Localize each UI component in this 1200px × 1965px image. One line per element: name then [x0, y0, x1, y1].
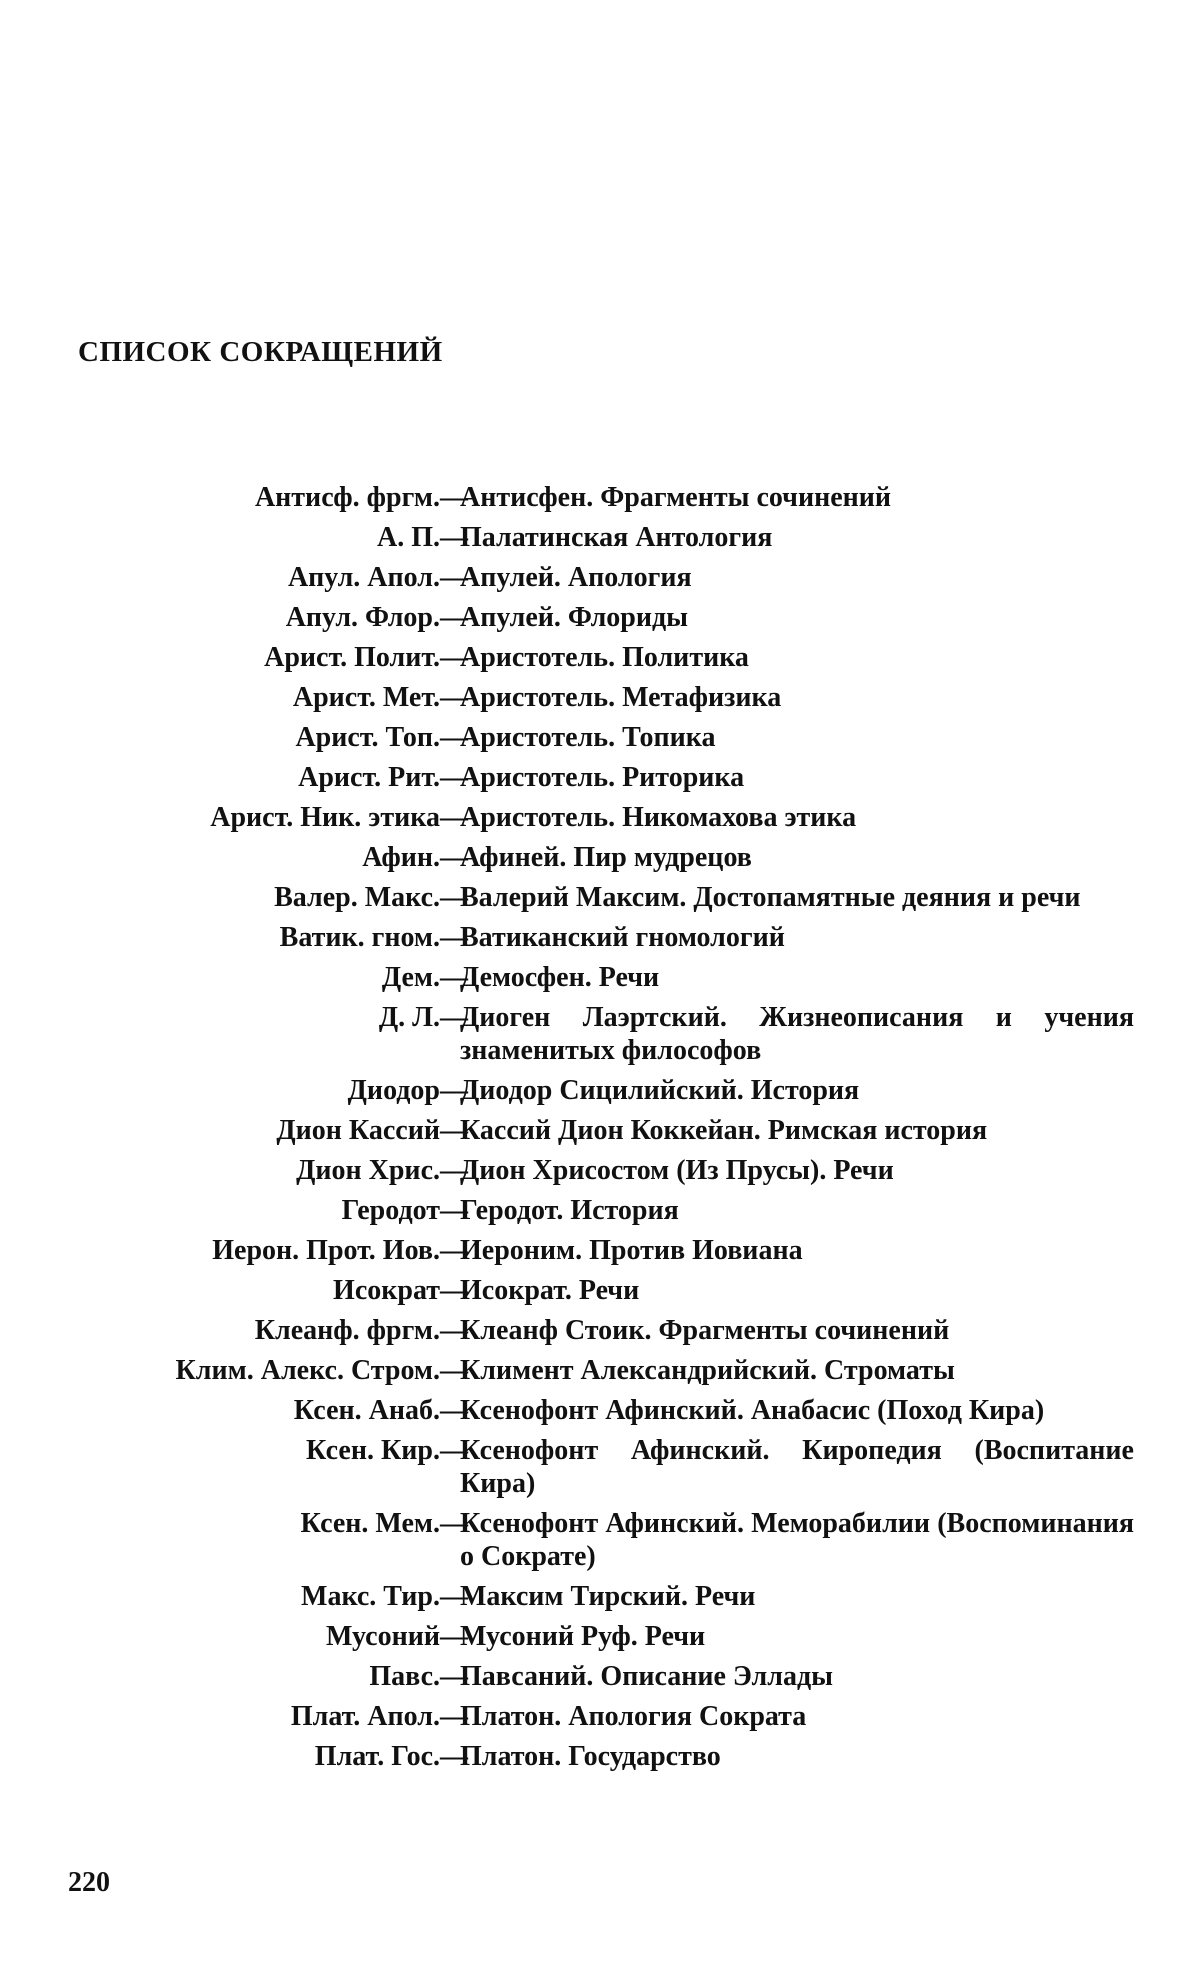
em-dash-separator: —	[440, 1115, 468, 1146]
abbreviation-term: Арист. Рит.	[298, 762, 440, 793]
abbreviation-entry	[0, 1151, 1200, 1191]
abbreviation-term: Мусоний	[325, 1621, 440, 1652]
abbreviation-expansion: Аристотель. Топика	[460, 722, 716, 753]
abbreviation-term: Апул. Флор.	[285, 602, 440, 633]
abbreviation-entry	[0, 1617, 1200, 1657]
abbreviation-entry	[0, 1111, 1200, 1151]
abbreviation-list	[0, 478, 1200, 1777]
em-dash-separator: —	[440, 722, 468, 753]
abbreviation-term: Исократ	[333, 1275, 440, 1306]
abbreviation-entry	[0, 1191, 1200, 1231]
abbreviation-expansion: Ксенофонт Афинский. Киропедия (Воспитание Кира)	[460, 1435, 1134, 1499]
abbreviation-term: Павс.	[369, 1661, 440, 1692]
abbreviation-expansion: Демосфен. Речи	[460, 962, 660, 993]
em-dash-separator: —	[440, 1508, 468, 1539]
em-dash-separator: —	[440, 1195, 468, 1226]
abbreviation-entry	[0, 518, 1200, 558]
abbreviation-entry	[0, 958, 1200, 998]
em-dash-separator: —	[440, 842, 468, 873]
abbreviation-term: Валер. Макс.	[274, 882, 440, 913]
em-dash-separator: —	[440, 1581, 468, 1612]
abbreviation-expansion: Ватиканский гномологий	[460, 922, 785, 953]
em-dash-separator: —	[440, 682, 468, 713]
abbreviation-expansion: Аристотель. Метафизика	[460, 682, 782, 713]
abbreviation-term: Геродот	[341, 1195, 440, 1226]
abbreviation-expansion: Аристотель. Политика	[460, 642, 749, 673]
em-dash-separator: —	[440, 922, 468, 953]
abbreviation-term: Д. Л.	[378, 1002, 440, 1033]
abbreviation-term: Арист. Ник. этика	[210, 802, 440, 833]
abbreviation-expansion: Диоген Лаэртский. Жизнеописания и учения знаменитых философов	[460, 1002, 1134, 1066]
page-number: 220	[68, 1867, 110, 1898]
em-dash-separator: —	[440, 1741, 468, 1772]
abbreviation-entry	[0, 918, 1200, 958]
abbreviation-term: А. П.	[377, 522, 440, 553]
em-dash-separator: —	[440, 1395, 468, 1426]
abbreviation-term: Ксен. Кир.	[306, 1435, 440, 1466]
abbreviation-expansion: Ксенофонт Афинский. Анабасис (Поход Кира)	[460, 1395, 1045, 1426]
abbreviation-term: Дион Хрис.	[296, 1155, 440, 1186]
em-dash-separator: —	[440, 642, 468, 673]
abbreviation-term: Афин.	[362, 842, 440, 873]
em-dash-separator: —	[440, 1661, 468, 1692]
em-dash-separator: —	[440, 1621, 468, 1652]
abbreviation-expansion: Павсаний. Описание Эллады	[460, 1661, 833, 1692]
em-dash-separator: —	[440, 882, 468, 913]
abbreviation-expansion: Дион Хрисостом (Из Прусы). Речи	[460, 1155, 894, 1186]
abbreviation-expansion: Иероним. Против Иовиана	[460, 1235, 803, 1266]
page-title: СПИСОК СОКРАЩЕНИЙ	[78, 336, 443, 368]
abbreviation-entry	[0, 1231, 1200, 1271]
em-dash-separator: —	[440, 522, 468, 553]
abbreviation-entry	[0, 838, 1200, 878]
abbreviation-term: Арист. Полит.	[264, 642, 440, 673]
abbreviation-expansion: Антисфен. Фрагменты сочинений	[460, 482, 892, 513]
abbreviation-expansion: Климент Александрийский. Строматы	[460, 1355, 955, 1386]
abbreviation-expansion: Кассий Дион Коккейан. Римская история	[460, 1115, 988, 1146]
abbreviation-term: Арист. Мет.	[292, 682, 440, 713]
abbreviation-term: Дем.	[381, 962, 440, 993]
abbreviation-term: Ксен. Мем.	[300, 1508, 440, 1539]
em-dash-separator: —	[440, 802, 468, 833]
abbreviation-entry	[0, 878, 1200, 918]
abbreviation-expansion: Исократ. Речи	[460, 1275, 640, 1306]
em-dash-separator: —	[440, 602, 468, 633]
abbreviation-entry	[0, 1504, 1200, 1577]
abbreviation-entry	[0, 1351, 1200, 1391]
abbreviation-entry	[0, 678, 1200, 718]
abbreviation-expansion: Максим Тирский. Речи	[460, 1581, 756, 1612]
em-dash-separator: —	[440, 1075, 468, 1106]
abbreviation-entry	[0, 478, 1200, 518]
abbreviation-entry	[0, 1311, 1200, 1351]
abbreviation-entry	[0, 638, 1200, 678]
em-dash-separator: —	[440, 1235, 468, 1266]
abbreviation-expansion: Геродот. История	[460, 1195, 679, 1226]
abbreviation-expansion: Апулей. Апология	[460, 562, 692, 593]
em-dash-separator: —	[440, 762, 468, 793]
abbreviation-entry	[0, 1657, 1200, 1697]
abbreviation-term: Дион Кассий	[276, 1115, 440, 1146]
em-dash-separator: —	[440, 1435, 468, 1466]
abbreviation-entry	[0, 1577, 1200, 1617]
abbreviation-term: Плат. Апол.	[290, 1701, 440, 1732]
abbreviation-expansion: Аристотель. Никомахова этика	[460, 802, 857, 833]
abbreviation-expansion: Диодор Сицилийский. История	[460, 1075, 860, 1106]
abbreviation-expansion: Палатинская Антология	[460, 522, 773, 553]
abbreviation-expansion: Аристотель. Риторика	[460, 762, 745, 793]
em-dash-separator: —	[440, 962, 468, 993]
em-dash-separator: —	[440, 1355, 468, 1386]
em-dash-separator: —	[440, 1155, 468, 1186]
abbreviation-term: Клим. Алекс. Стром.	[175, 1355, 440, 1386]
abbreviation-entry	[0, 1271, 1200, 1311]
abbreviation-term: Макс. Тир.	[301, 1581, 440, 1612]
abbreviation-term: Клеанф. фргм.	[254, 1315, 440, 1346]
em-dash-separator: —	[440, 1002, 468, 1033]
em-dash-separator: —	[440, 1315, 468, 1346]
abbreviation-term: Ватик. гном.	[279, 922, 440, 953]
abbreviation-entry	[0, 1737, 1200, 1777]
abbreviation-expansion: Платон. Апология Сократа	[460, 1701, 807, 1732]
abbreviation-term: Иерон. Прот. Иов.	[212, 1235, 440, 1266]
abbreviation-entry	[0, 1391, 1200, 1431]
abbreviation-term: Арист. Топ.	[295, 722, 440, 753]
abbreviation-expansion: Мусоний Руф. Речи	[460, 1621, 706, 1652]
abbreviation-entry	[0, 1431, 1200, 1504]
abbreviation-entry	[0, 598, 1200, 638]
em-dash-separator: —	[440, 1275, 468, 1306]
abbreviation-entry	[0, 998, 1200, 1071]
abbreviation-expansion: Апулей. Флориды	[460, 602, 689, 633]
abbreviation-term: Апул. Апол.	[287, 562, 440, 593]
em-dash-separator: —	[440, 482, 468, 513]
abbreviation-term: Плат. Гос.	[314, 1741, 440, 1772]
abbreviation-entry	[0, 718, 1200, 758]
em-dash-separator: —	[440, 1701, 468, 1732]
abbreviation-entry	[0, 1697, 1200, 1737]
abbreviation-expansion: Валерий Максим. Достопамятные деяния и речи	[460, 882, 1081, 913]
abbreviation-term: Диодор	[347, 1075, 440, 1106]
em-dash-separator: —	[440, 562, 468, 593]
abbreviation-expansion: Афиней. Пир мудрецов	[460, 842, 752, 873]
abbreviation-expansion: Ксенофонт Афинский. Меморабилии (Воспоминания о Сократе)	[460, 1508, 1134, 1572]
abbreviation-entry	[0, 1071, 1200, 1111]
abbreviation-entry	[0, 758, 1200, 798]
abbreviation-entry	[0, 558, 1200, 598]
abbreviation-expansion: Платон. Государство	[460, 1741, 721, 1772]
abbreviation-term: Антисф. фргм.	[254, 482, 440, 513]
abbreviation-term: Ксен. Анаб.	[293, 1395, 440, 1426]
abbreviation-expansion: Клеанф Стоик. Фрагменты сочинений	[460, 1315, 950, 1346]
abbreviation-entry	[0, 798, 1200, 838]
